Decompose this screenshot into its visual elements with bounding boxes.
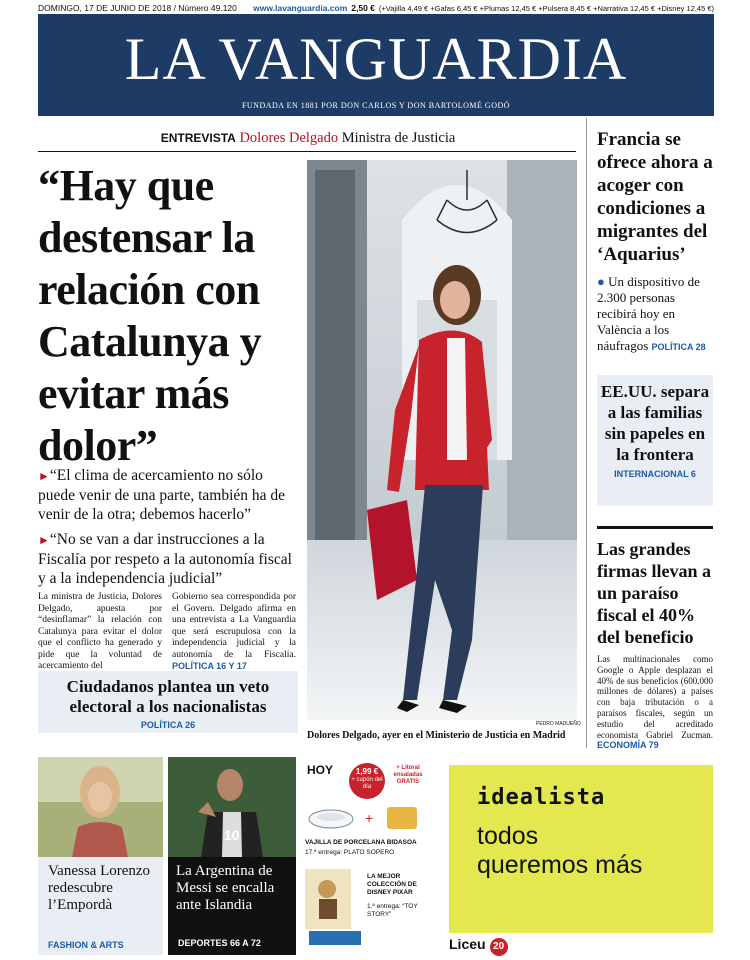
interviewee-role: Ministra de Justicia	[341, 130, 456, 146]
founded-line: FUNDADA EN 1881 POR DON CARLOS Y DON BARTOLOMÉ GODÓ	[241, 101, 511, 110]
body-page-ref[interactable]: POLÍTICA 16 Y 17	[172, 661, 247, 671]
interviewee-name: Dolores Delgado	[239, 130, 339, 146]
disney-sub: 1.ª entrega: “TOY STORY”	[367, 903, 418, 918]
vajilla-title: VAJILLA DE PORCELANA BIDASOA	[305, 839, 417, 846]
aquarius-body	[597, 274, 717, 355]
extras-prices: (+Vajilla 4,49 € +Gafas 6,45 € +Plumas 12,45 € +Pulsera 8,45 € +Narrativa 12,45 € +Disney 12,45 €)	[378, 3, 714, 13]
story-tax[interactable]	[597, 538, 713, 751]
newspaper-title: LA VANGUARDIA	[124, 26, 628, 92]
body-column-1: La ministra de Justicia, Dolores Delgado, apuesta por “desinflamar” la relación con Catalunya para evitar el dolor que el conflicto ha generado y pide que la voluntad de acercamiento del	[38, 592, 162, 671]
ad-brand: idealista	[477, 785, 606, 810]
promo-fashion[interactable]	[38, 757, 163, 955]
idealista-ad[interactable]	[449, 765, 713, 933]
svg-text:+: +	[365, 810, 374, 826]
fashion-section: FASHION & ARTS	[48, 940, 124, 950]
story-usa[interactable]	[597, 375, 713, 506]
photo-caption: Dolores Delgado, ayer en el Ministerio de Justicia en Madrid	[307, 730, 566, 741]
photo-credit: PEDRO MADUEÑO	[536, 721, 581, 727]
sports-title: La Argentina de Messi se encalla ante Islandia	[176, 863, 275, 913]
promo-fashion-photo	[38, 757, 163, 857]
divider	[597, 526, 713, 529]
divider	[38, 151, 576, 152]
tax-body	[597, 654, 713, 751]
price-badge	[349, 763, 385, 799]
pull-quote-2	[38, 530, 300, 588]
masthead	[38, 14, 714, 116]
disney-title: LA MEJOR COLECCIÓN DE DISNEY PIXAR	[367, 873, 417, 896]
veto-headline: Ciudadanos plantea un veto electoral a los nacionalistas	[66, 677, 270, 716]
body-column-2	[172, 592, 296, 674]
interview-kicker-line	[38, 130, 578, 147]
aquarius-text: Un dispositivo de 2.300 personas recibirá hoy en València a los náufragos	[597, 274, 700, 353]
vajilla-sub: 17.ª entrega: PLATO SOPERO	[305, 849, 395, 856]
pull-quote-1	[38, 466, 300, 524]
liceu-logo	[449, 936, 508, 956]
quote-text-1: “El clima de acercamiento no sólo puede venir de una parte, también ha de venir de la otra; debemos hacerlo”	[38, 467, 286, 523]
main-photo	[307, 160, 577, 720]
fashion-title: Vanessa Lorenzo redescubre l’Empordà	[48, 863, 151, 913]
badge-price: 1,99 €	[355, 767, 379, 776]
ad-line-1: todos	[477, 822, 539, 850]
sports-section: DEPORTES 66 A 72	[178, 938, 261, 948]
body-text-2: Gobierno sea correspondida por el Govern. Delgado afirma en una entrevista a La Vanguardia que será escrupulosa con la independencia judicial y la autonomía de la Fiscalía.	[172, 592, 296, 660]
veto-story-box[interactable]	[38, 671, 298, 733]
tax-headline: Las grandes firmas llevan a un paraíso fiscal el 40% del beneficio	[597, 539, 711, 647]
liceu-badge: 20	[490, 938, 508, 956]
tax-ref: ECONOMÍA 79	[597, 740, 659, 751]
liceu-name: Liceu	[449, 936, 486, 952]
quote-text-2: “No se van a dar instrucciones a la Fiscalía por respeto a la autonomía fiscal y a la independencia judicial”	[38, 531, 292, 587]
arrow-icon: ►	[38, 469, 50, 483]
cover-price: 2,50 €	[351, 3, 375, 13]
bullet-icon: ●	[597, 274, 605, 289]
main-headline[interactable]: “Hay que destensar la relación con Catalunya y evitar más dolor”	[38, 161, 262, 470]
site-url[interactable]: www.lavanguardia.com	[253, 3, 348, 13]
section-kicker: ENTREVISTA	[160, 131, 236, 145]
hoy-label: HOY	[307, 763, 334, 777]
disney-book-cover	[305, 865, 365, 949]
ad-line-2: queremos más	[477, 851, 643, 879]
jersey-number: 10	[224, 827, 240, 843]
promo-sports[interactable]	[168, 757, 296, 955]
tax-text: Las multinacionales como Google o Apple desplazan el 40% de sus beneficios (600.000 millones de dólares) a países con baja tributación o a paraísos fiscales, según un estudio del acreditado economista Gabriel Zucman.	[597, 654, 713, 740]
aquarius-headline: Francia se ofrece ahora a acoger con condiciones a migrantes del ‘Aquarius’	[597, 129, 713, 265]
usa-headline: EE.UU. separa a las familias sin papeles en la frontera	[600, 382, 710, 464]
veto-page-ref: POLÍTICA 26	[140, 720, 196, 730]
badge-text: + cupón del día	[351, 777, 383, 790]
usa-ref: INTERNACIONAL 6	[614, 469, 696, 479]
arrow-icon: ►	[38, 533, 50, 547]
hoy-offers[interactable]	[301, 757, 429, 955]
promo-sports-photo	[168, 757, 296, 857]
date-issue: DOMINGO, 17 DE JUNIO DE 2018 / Número 49.120	[38, 3, 237, 13]
story-aquarius[interactable]	[597, 128, 717, 355]
top-bar	[38, 2, 714, 14]
aquarius-ref: POLÍTICA 28	[651, 342, 706, 352]
bowl-icon	[305, 801, 425, 837]
litoral-offer: + Litoral ensaladas GRATIS	[393, 765, 423, 785]
column-divider	[586, 118, 587, 748]
